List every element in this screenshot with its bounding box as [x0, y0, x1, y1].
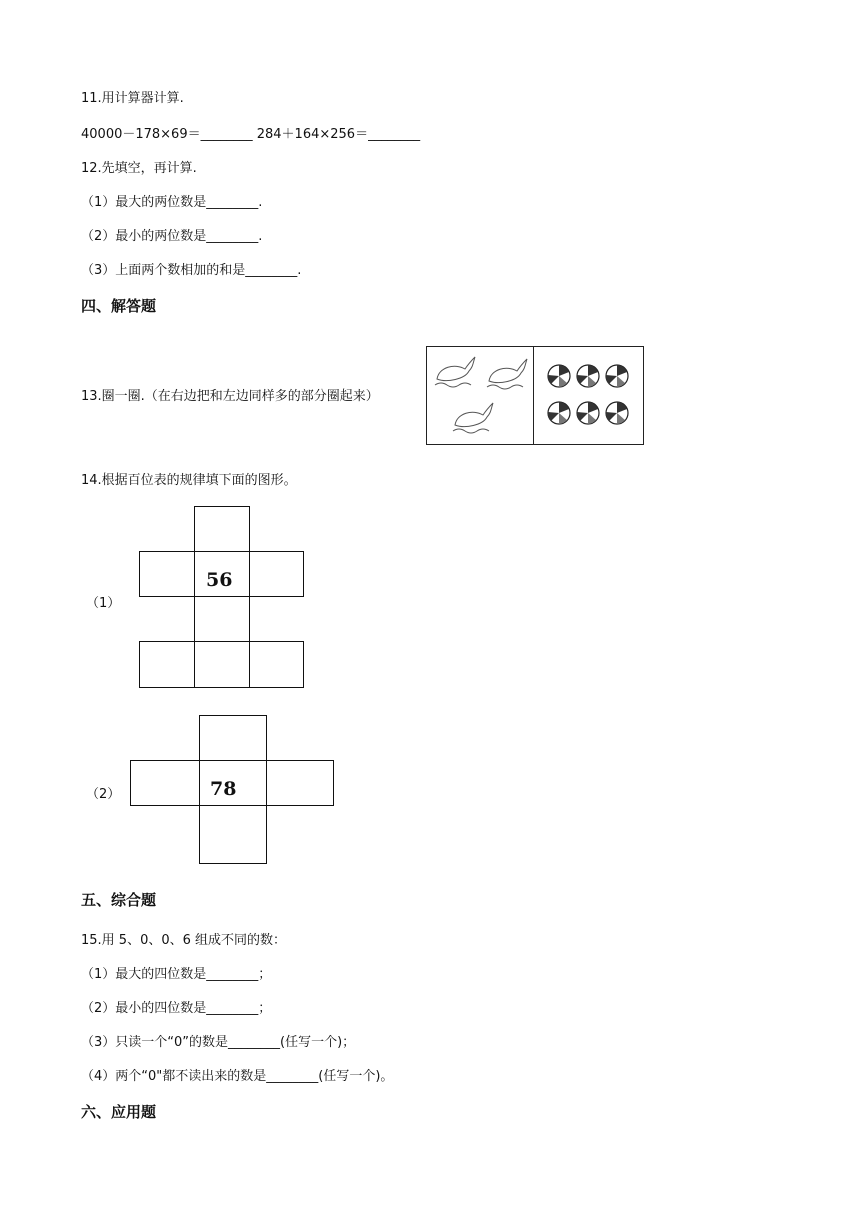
q15-item-1: （1）最大的四位数是________； — [81, 967, 272, 982]
ball-icon — [605, 401, 629, 425]
ball-icon — [576, 401, 600, 425]
grid-cell[interactable] — [194, 596, 250, 642]
q11-title: 11.用计算器计算. — [81, 91, 184, 106]
given-number: 78 — [210, 778, 237, 800]
section-heading-5: 五、综合题 — [81, 891, 157, 909]
q12-item-2: （2）最小的两位数是________. — [81, 229, 263, 244]
q13-text: 13.圈一圈.（在右边把和左边同样多的部分圈起来） — [81, 389, 379, 404]
whale-icon — [451, 399, 495, 435]
grid-cell[interactable] — [194, 506, 250, 552]
grid-cell[interactable] — [139, 551, 195, 597]
q12-item-1: （1）最大的两位数是________. — [81, 195, 263, 210]
q11-expression: 40000－178×69＝________ 284＋164×256＝________ — [81, 127, 421, 142]
q15-title: 15.用 5、0、0、6 组成不同的数： — [81, 933, 287, 948]
q15-item-3: （3）只读一个“0”的数是________(任写一个)； — [81, 1035, 356, 1050]
ball-icon — [576, 364, 600, 388]
given-number: 56 — [206, 569, 233, 591]
q15-item-2: （2）最小的四位数是________； — [81, 1001, 272, 1016]
grid-cell[interactable] — [199, 715, 267, 761]
whale-icon — [485, 355, 529, 391]
q14-part2-label: （2） — [86, 787, 121, 802]
ball-icon — [547, 364, 571, 388]
q15-item-4: （4）两个“0"都不读出来的数是________(任写一个)。 — [81, 1069, 394, 1084]
section-heading-6: 六、应用题 — [81, 1103, 157, 1121]
grid-cell[interactable] — [130, 760, 200, 806]
q14-title: 14.根据百位表的规律填下面的图形。 — [81, 473, 297, 488]
q13-picture — [426, 346, 644, 445]
q14-part1-label: （1） — [86, 596, 121, 611]
grid-cell[interactable] — [194, 641, 250, 688]
picture-divider — [533, 347, 534, 444]
section-heading-4: 四、解答题 — [81, 297, 157, 315]
grid-cell[interactable] — [266, 760, 334, 806]
ball-icon — [605, 364, 629, 388]
ball-icon — [547, 401, 571, 425]
q12-item-3: （3）上面两个数相加的和是________. — [81, 263, 302, 278]
grid-cell[interactable] — [199, 805, 267, 864]
grid-cell[interactable] — [249, 551, 304, 597]
whale-icon — [433, 353, 477, 389]
grid-cell[interactable] — [249, 641, 304, 688]
grid-cell[interactable] — [139, 641, 195, 688]
q12-title: 12.先填空，再计算. — [81, 161, 197, 176]
